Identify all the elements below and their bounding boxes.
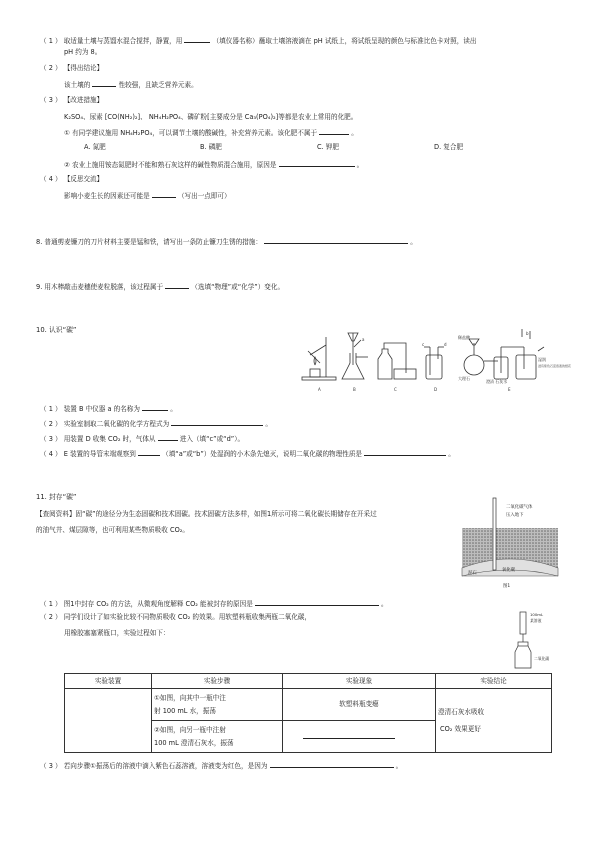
question-11-title: 11. 封存“碳” [36, 493, 77, 501]
fig-label-e: E [508, 387, 511, 392]
fig-label-moist: 湿润 [538, 357, 546, 362]
answer-blank-red-reason[interactable] [270, 760, 394, 768]
question-9: 9. 用木棒敲击麦穗使麦粒脱落，该过程属于 （选填“物理”或“化学”）变化。 [36, 283, 285, 291]
q11-part2-line1: （ 2 ） 同学们设计了如实验比较不同物质吸收 CO₂ 的效果。用软塑料瓶收集两瓶二氧化碳， [40, 613, 312, 621]
experiment-table [64, 673, 552, 753]
q7-part3-sub2: ② 农业上施用铵态氮肥时不能和熟石灰这样的碱性物质混合施用，原因是 。 [64, 161, 364, 169]
fig-label-d: D [434, 387, 438, 392]
fig-label-limestone: 大理石 [458, 376, 470, 381]
fig1-label-gas: 二氧化碳气体 [506, 505, 533, 510]
answer-blank-property[interactable] [92, 79, 116, 87]
cell-apparatus [65, 689, 152, 753]
answer-blank-equation[interactable] [171, 418, 263, 426]
table-row [65, 689, 552, 721]
fig1-label-mudstone: 泥石 [468, 571, 477, 576]
answer-blank-factor[interactable] [152, 190, 176, 198]
q11-part1: （ 1 ） 图1中封存 CO₂ 的方法，从微观角度解释 CO₂ 能被封存的原因是 。 [40, 600, 388, 608]
fig-label-a-small: a [362, 337, 365, 342]
q7-part1-line1: （ 1 ） 取适量土壤与蒸馏水混合搅拌，静置，用 （填仪器名称）蘸取土壤溶液滴在 pH 试纸上，将试纸呈现的颜色与标准比色卡对照，读出 [40, 37, 477, 45]
q7-part2-line: 该土壤的 性较强，且缺乏营养元素。 [64, 81, 198, 89]
fig2-label-co2: 二氧化碳 [534, 656, 550, 661]
q7-part4-line: 影响小麦生长的因素还可能是 （写出一点即可） [64, 192, 231, 200]
q7-part2-title: （ 2 ） 【得出结论】 [40, 64, 104, 72]
fig2-label-solution: 某溶液 [530, 618, 542, 623]
header-conclusion: 实验结论 [436, 674, 552, 689]
answer-blank-change[interactable] [165, 281, 189, 289]
header-apparatus: 实验装置 [65, 674, 152, 689]
header-steps: 实验步骤 [152, 674, 283, 689]
answer-blank-physical-property[interactable] [364, 448, 446, 456]
q11-part2-line2: 用橡胶塞塞紧瓶口，实验过程如下： [64, 629, 170, 637]
fig-label-c: C [394, 387, 397, 392]
fig-label-paper: 浸有紫色石蕊溶液的纸花 [538, 364, 572, 368]
q11-info-line1: 【查阅资料】固“碳”的途径分为生态固碳和技术固碳。技术固碳方法多样，如图1所示可将二氧化碳长期储存在开采过 [36, 510, 377, 518]
fig-label-a: A [318, 387, 321, 392]
fig-label-lime-water: 澄清 石灰水 [486, 379, 508, 384]
option-d[interactable]: D. 复合肥 [434, 143, 464, 151]
fig-label-b-small: b [526, 331, 529, 336]
cell-step-2: ②如图，向另一瓶中注射 100 mL 澄清石灰水，振荡 [152, 721, 283, 753]
apparatus-e [464, 329, 544, 379]
question-8: 8. 普通剪麦镰刀的刀片材料主要是锰和铁，请写出一条防止镰刀生锈的措施： 。 [36, 238, 417, 246]
figure-2-bottle [512, 610, 562, 670]
answer-blank-instrument[interactable] [184, 35, 210, 43]
q11-info-line2: 的油气井、煤层隙等，也可利用某些物质吸收 CO₂。 [36, 526, 190, 534]
q10-part4: （ 4 ） E 装置的导管末端观察到 （填“a”或“b”）处湿润的小木条先熄灭，说明二氧化碳的物理性质是 。 [40, 450, 455, 458]
answer-blank-inlet[interactable] [158, 433, 178, 441]
q7-part4-title: （ 4 ） 【反思交流】 [40, 175, 104, 183]
q7-part3-title: （ 3 ） 【改进措施】 [40, 96, 104, 104]
fig-label-c-small: c [422, 342, 425, 347]
cell-phenomenon-2[interactable] [283, 721, 436, 753]
apparatus-c [378, 343, 416, 379]
fig-label-acid: 稀盐酸 [458, 335, 470, 340]
figure-1 [460, 494, 560, 590]
answer-blank-fertilizer[interactable] [319, 127, 349, 135]
cell-phenomenon-1: 软塑料瓶变瘪 [283, 689, 436, 721]
option-a[interactable]: A. 氮肥 [84, 143, 106, 151]
apparatus-d [424, 347, 444, 379]
option-b[interactable]: B. 磷肥 [200, 143, 222, 151]
q7-part3-line1: K₂SO₄、尿素 [CO(NH₂)₂]、 NH₄H₂PO₄、磷矿粉[主要成分是 Ca₃(PO₄)₂]等都是农业上常用的化肥。 [64, 113, 358, 121]
cell-step-1: ①如图，向其中一瓶中注 射 100 mL 水，振荡 [152, 689, 283, 721]
q7-part1-line2: pH 约为 8。 [64, 48, 102, 56]
answer-blank-instrument-a[interactable] [142, 403, 168, 411]
table-header-row [65, 674, 552, 689]
answer-blank-phenomenon[interactable] [303, 731, 395, 739]
answer-blank-micro[interactable] [255, 598, 379, 606]
apparatus-figure [298, 325, 572, 397]
fig-label-d-small: d [444, 342, 447, 347]
q7-part3-sub1: ① 有同学建议施用 NH₄H₂PO₄，可以调节土壤的酸碱性，补充营养元素。该化肥不属于 。 [64, 129, 358, 137]
q10-part1: （ 1 ） 装置 B 中仪器 a 的名称为 。 [40, 405, 177, 413]
header-phenomenon: 实验现象 [283, 674, 436, 689]
q11-part3: （ 3 ） 若向步骤①振荡后的溶液中滴入紫色石蕊溶液，溶液变为红色，是因为 。 [40, 762, 403, 770]
q10-part3: （ 3 ） 用装置 D 收集 CO₂ 时，气体从 进入（填“c”或“d”）。 [40, 435, 245, 443]
fig1-label-co2: 氧化碳 [502, 568, 516, 573]
fig1-caption: 图1 [503, 584, 511, 589]
fig2-label-volume: 100mL [530, 612, 544, 617]
fig1-label-pump: 压入地下 [506, 513, 524, 518]
fig-label-b: B [353, 387, 356, 392]
injection-pipe [493, 498, 496, 570]
answer-blank-rust[interactable] [264, 236, 408, 244]
option-c[interactable]: C. 钾肥 [317, 143, 339, 151]
apparatus-a [302, 337, 336, 380]
answer-blank-reason[interactable] [279, 159, 355, 167]
cell-conclusion: 澄清石灰水吸收 CO₂ 效果更好 [436, 689, 552, 753]
q10-part2: （ 2 ） 实验室制取二氧化碳的化学方程式为 。 [40, 420, 272, 428]
answer-blank-position[interactable] [138, 448, 160, 456]
question-10-title: 10. 认识“碳” [36, 326, 77, 334]
